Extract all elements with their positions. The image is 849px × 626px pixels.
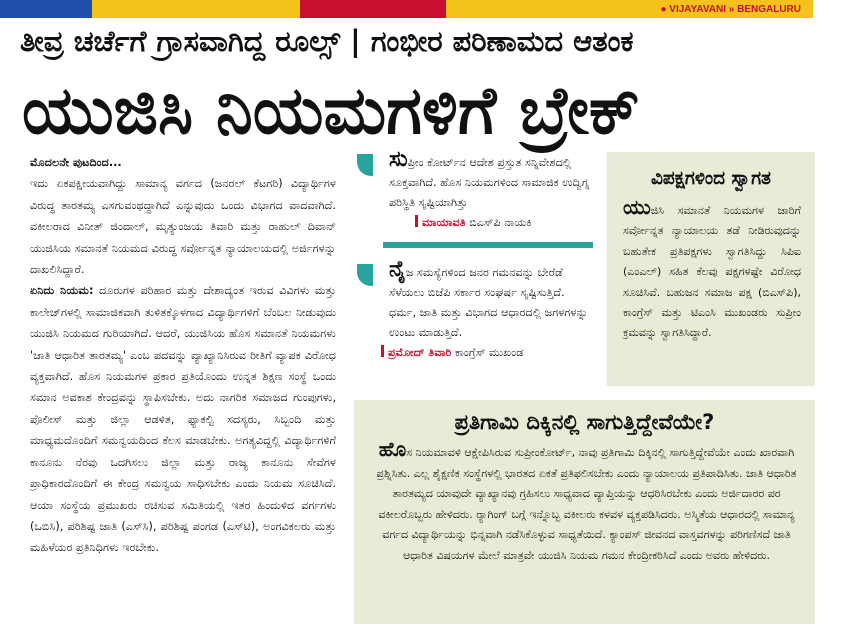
- headline-title: ಯುಜಿಸಿ ನಿಯಮಗಳಿಗೆ ಬ್ರೇಕ್: [22, 72, 640, 149]
- court-remarks-box: [354, 400, 815, 624]
- reception-title: ವಿಪಕ್ಷಗಳಿಂದ ಸ್ವಾಗತ: [651, 168, 771, 189]
- strip-blue: [0, 0, 92, 18]
- continued-label: ಮೊದಲನೇ ಪುಟದಿಂದ...: [30, 156, 122, 169]
- reception-box: [607, 152, 815, 386]
- source-label: ● VIJAYAVANI » BENGALURU: [660, 4, 801, 15]
- court-remarks-title: ಪ್ರತಿಗಾಮಿ ದಿಕ್ಕಿನಲ್ಲಿ ಸಾಗುತ್ತಿದ್ದೇವೆಯೇ?: [454, 410, 715, 434]
- quote-attribution: [355, 215, 593, 230]
- subhead: ಏನಿದು ನಿಯಮ:: [30, 284, 94, 298]
- masthead-strip: [0, 0, 849, 18]
- quotes-column: [355, 147, 593, 360]
- strip-yellow-2: [446, 0, 613, 18]
- strip-red: [300, 0, 446, 18]
- attribution-bar: [381, 345, 384, 357]
- reception-drop-letter: ಯು: [623, 195, 651, 219]
- quote-role: ಬಿಎಸ್‌ಪಿ ನಾಯಕಿ: [469, 216, 532, 229]
- quote-text: ಜ ಸಮಸ್ಯೆಗಳಿಂದ ಜನರ ಗಮನವನ್ನು ಬೇರೆಡೆ ಸೆಳೆಯಲು ಬಿಜೆಪಿ ಸರ್ಕಾರ ಸಂಘರ್ಷ ಸೃಷ್ಟಿಸುತ್ತಿದೆ. ಧರ್ಮ, ಜಾತಿ ಮತ್ತು ವಿಭಾಗದ ಆಧಾರದಲ್ಲಿ ಜಗಳಗಳನ್ನು ಉಂಟು ಮಾಡುತ್ತಿದೆ.: [389, 266, 588, 339]
- quote-drop-letter: ಸು: [389, 147, 408, 172]
- attribution-bar: [415, 215, 418, 227]
- quote-tiwari: [355, 257, 593, 360]
- quote-author: ಮಾಯಾವತಿ: [422, 216, 466, 229]
- quote-text: ಪ್ರೀಂ ಕೋರ್ಟ್‌ನ ಆದೇಶ ಪ್ರಸ್ತುತ ಸನ್ನಿವೇಶದಲ್ಲಿ ಸೂಕ್ತವಾಗಿದೆ. ಹೊಸ ನಿಯಮಗಳಿಂದ ಸಾಮಾಜಿಕ ಉದ್ವಿಗ್ನ ಪರಿಸ್ಥಿತಿ ಸೃಷ್ಟಿಯಾಗಿತ್ತು: [389, 156, 590, 209]
- court-remarks-drop-letter: ಹೊ: [378, 437, 407, 461]
- headline-kicker: ತೀವ್ರ ಚರ್ಚೆಗೆ ಗ್ರಾಸವಾಗಿದ್ದ ರೂಲ್ಸ್ | ಗಂಭೀರ ಪರಿಣಾಮದ ಆತಂಕ: [20, 24, 634, 58]
- quote-drop-letter: ನೈ: [389, 257, 406, 282]
- strip-yellow: [92, 0, 300, 18]
- quote-attribution: [355, 345, 593, 360]
- reception-text: ಜಿಸಿ ಸಮಾನತೆ ನಿಯಮಗಳ ಜಾರಿಗೆ ಸರ್ವೋನ್ನತ ನ್ಯಾಯಾಲಯ ತಡೆ ನೀಡಿರುವುದನ್ನು ಬಹುತೇಕ ಪ್ರತಿಪಕ್ಷಗಳು ಸ್ವಾಗತಿಸಿದ್ದು ಸಿಪಿಐ (ಎಂಎಲ್) ಸಹಿತ ಕೆಲವು ಪಕ್ಷಗಳಷ್ಟೇ ವಿರೋಧ ಸೂಚಿಸಿವೆ. ಬಹುಜನ ಸಮಾಜ ಪಕ್ಷ (ಬಿಎಸ್‌ಪಿ), ಕಾಂಗ್ರೆಸ್ ಮತ್ತು ಟಿಎಂಸಿ ಮುಖಂಡರು ಸುಪ್ರೀಂ ಕ್ರಮವನ್ನು ಸ್ವಾಗತಿಸಿದ್ದಾರೆ.: [623, 204, 801, 340]
- article-paragraph-2: ದೂರುಗಳ ಪರಿಹಾರ ಮತ್ತು ದೇಶಾದ್ಯಂತ ಇರುವ ವಿವಿಗಳು ಮತ್ತು ಕಾಲೇಜ್‌ಗಳಲ್ಲಿ ಸಾಮಾಜಿಕವಾಗಿ ತುಳಿತಕ್ಕೊಳಗಾದ ವಿದ್ಯಾರ್ಥಿಗಳಿಗೆ ಬೆಂಬಲ ನೀಡುವುದು ಯುಜಿಸಿ ನಿಯಮದ ಗುರಿಯಾಗಿದೆ. ಆದರೆ, ಯುಜಿಸಿಯ ಹೊಸ ಸಮಾನತೆ ನಿಯಮಗಳು 'ಜಾತಿ ಆಧಾರಿತ ತಾರತಮ್ಯ' ಎಂಬ ಪದವನ್ನು ವ್ಯಾಖ್ಯಾನಿಸಿರುವ ರೀತಿಗೆ ವ್ಯಾಪಕ ವಿರೋಧ ವ್ಯಕ್ತವಾಗಿದೆ. ಹೊಸ ನಿಯಮಗಳ ಪ್ರಕಾರ ಪ್ರತಿಯೊಂದು ಉನ್ನತ ಶಿಕ್ಷಣ ಸಂಸ್ಥೆ ಒಂದು ಸಮಾನ ಅವಕಾಶ ಕೇಂದ್ರವನ್ನು ಸ್ಥಾಪಿಸಬೇಕು. ಅದು ನಾಗರಿಕ ಸಮಾಜದ ಗುಂಪುಗಳು, ಪೊಲೀಸ್ ಮತ್ತು ಜಿಲ್ಲಾ ಆಡಳಿತ, ಫ್ಯಾಕಲ್ಟಿ ಸದಸ್ಯರು, ಸಿಬ್ಬಂದಿ ಮತ್ತು ಮಾಧ್ಯಮದೊಂದಿಗೆ ಸಮನ್ವಯದಿಂದ ಕೆಲಸ ಮಾಡಬೇಕು. ಅಗತ್ಯವಿದ್ದಲ್ಲಿ ವಿದ್ಯಾರ್ಥಿಗಳಿಗೆ ಕಾನೂನು ನೆರವು ಒದಗಿಸಲು ಜಿಲ್ಲಾ ಮತ್ತು ರಾಜ್ಯ ಕಾನೂನು ಸೇವೆಗಳ ಪ್ರಾಧಿಕಾರದೊಂದಿಗೆ ಈ ಕೇಂದ್ರ ಸಮನ್ವಯ ಸಾಧಿಸಬೇಕು ಎಂದು ನಿಯಮ ಸೂಚಿಸಿದೆ. ಆಯಾ ಸಂಸ್ಥೆಯ ಪ್ರಮುಖರು ರಚಿಸುವ ಸಮಿತಿಯಲ್ಲಿ ಇತರ ಹಿಂದುಳಿದ ವರ್ಗಗಳು (ಒಬಿಸಿ), ಪರಿಶಿಷ್ಟ ಜಾತಿ (ಎಸ್‌ಸಿ), ಪರಿಶಿಷ್ಟ ಪಂಗಡ (ಎಸ್‌ಟಿ), ಅಂಗವಿಕಲರು ಮತ್ತು ಮಹಿಳೆಯರ ಪ್ರತಿನಿಧಿಗಳು ಇರಬೇಕು.: [30, 284, 336, 555]
- quote-author: ಪ್ರಮೋದ್ ತಿವಾರಿ: [388, 346, 452, 359]
- quote-mayawati: [355, 147, 593, 230]
- quote-mark-icon: [355, 264, 377, 292]
- quote-role: ಕಾಂಗ್ರೆಸ್ ಮುಖಂಡ: [454, 346, 524, 359]
- article-body: [30, 152, 336, 559]
- article-paragraph-1: ಇದು ಏಕಪಕ್ಷೀಯವಾಗಿದ್ದು ಸಾಮಾನ್ಯ ವರ್ಗದ (ಜನರಲ್ ಕೆಟಗರಿ) ವಿದ್ಯಾರ್ಥಿಗಳ ವಿರುದ್ಧ ತಾರತಮ್ಯ ಎಸಗುವಂಥದ್ದಾಗಿದೆ ಎನ್ನುವುದು ಒಂದು ವಿಭಾಗದ ವಾದವಾಗಿದೆ. ವಕೀಲರಾದ ವಿನೀತ್ ಜಿಂದಾಲ್, ಮೃತ್ಯುಂಜಯ ತಿವಾರಿ ಮತ್ತು ರಾಹುಲ್ ದಿವಾನ್ ಯುಜಿಸಿಯ ಸಮಾನತೆ ನಿಯಮದ ವಿರುದ್ಧ ಸರ್ವೋನ್ನತ ನ್ಯಾಯಾಲಯದಲ್ಲಿ ಅರ್ಜಿಗಳನ್ನು ದಾಖಲಿಸಿದ್ದಾರೆ.: [30, 177, 336, 277]
- court-remarks-text: ಸ ನಿಯಮಾವಳಿ ಆಕ್ಷೇಪಿಸಿರುವ ಸುಪ್ರೀಂಕೋರ್ಟ್, ನಾವು ಪ್ರತಿಗಾಮಿ ದಿಕ್ಕಿನಲ್ಲಿ ಸಾಗುತ್ತಿದ್ದೇವೆಯೇ ಎಂದು ಖಾರವಾಗಿ ಪ್ರಶ್ನಿಸಿತು. ಎಲ್ಲ ಶೈಕ್ಷಣಿಕ ಸಂಸ್ಥೆಗಳಲ್ಲಿ ಭಾರತದ ಏಕತೆ ಪ್ರತಿಫಲಿಸಬೇಕು ಎಂದು ನ್ಯಾಯಾಲಯ ಪ್ರತಿಪಾದಿಸಿತು. ಜಾತಿ ಆಧಾರಿತ ತಾರತಮ್ಯದ ಯಾವುದೇ ವ್ಯಾಖ್ಯಾನವು ಗ್ರಹಿಸಲು ಸಾಧ್ಯವಾದ ವ್ಯಾಪ್ತಿಯನ್ನು ಆಧರಿಸಿರಬೇಕು ಎಂದು ಅರ್ಜಿದಾರರ ಪರ ವಕೀಲರೊಬ್ಬರು ಹೇಳಿದರು. ರ್‍ಯಾಗಿಂಗ್ ಬಗ್ಗೆ ಇನ್ನೊಬ್ಬ ವಕೀಲರು ಕಳವಳ ವ್ಯಕ್ತಪಡಿಸಿದರು. ಅಸ್ಮಿತೆಯ ಆಧಾರದಲ್ಲಿ ಸಾಮಾನ್ಯ ವರ್ಗದ ವಿದ್ಯಾರ್ಥಿಯನ್ನು ಭಿನ್ನವಾಗಿ ನಡೆಸಿಕೊಳ್ಳುವ ಸಾಧ್ಯತೆಯಿದೆ. ಕ್ಯಾಂಪಸ್ ಜೀವನದ ವಾಸ್ತವಗಳನ್ನು ಪರಿಗಣಿಸದೆ ಜಾತಿ ಆಧಾರಿತ ವಿಷಯಗಳ ಮೇಲೆ ಮಾತ್ರವೇ ಯುಜಿಸಿ ನಿಯಮ ಗಮನ ಕೇಂದ್ರೀಕರಿಸಿದೆ ಎಂದು ಅವರು ಹೇಳಿದರು.: [376, 446, 797, 562]
- quote-divider: [383, 242, 593, 248]
- quote-mark-icon: [355, 154, 377, 182]
